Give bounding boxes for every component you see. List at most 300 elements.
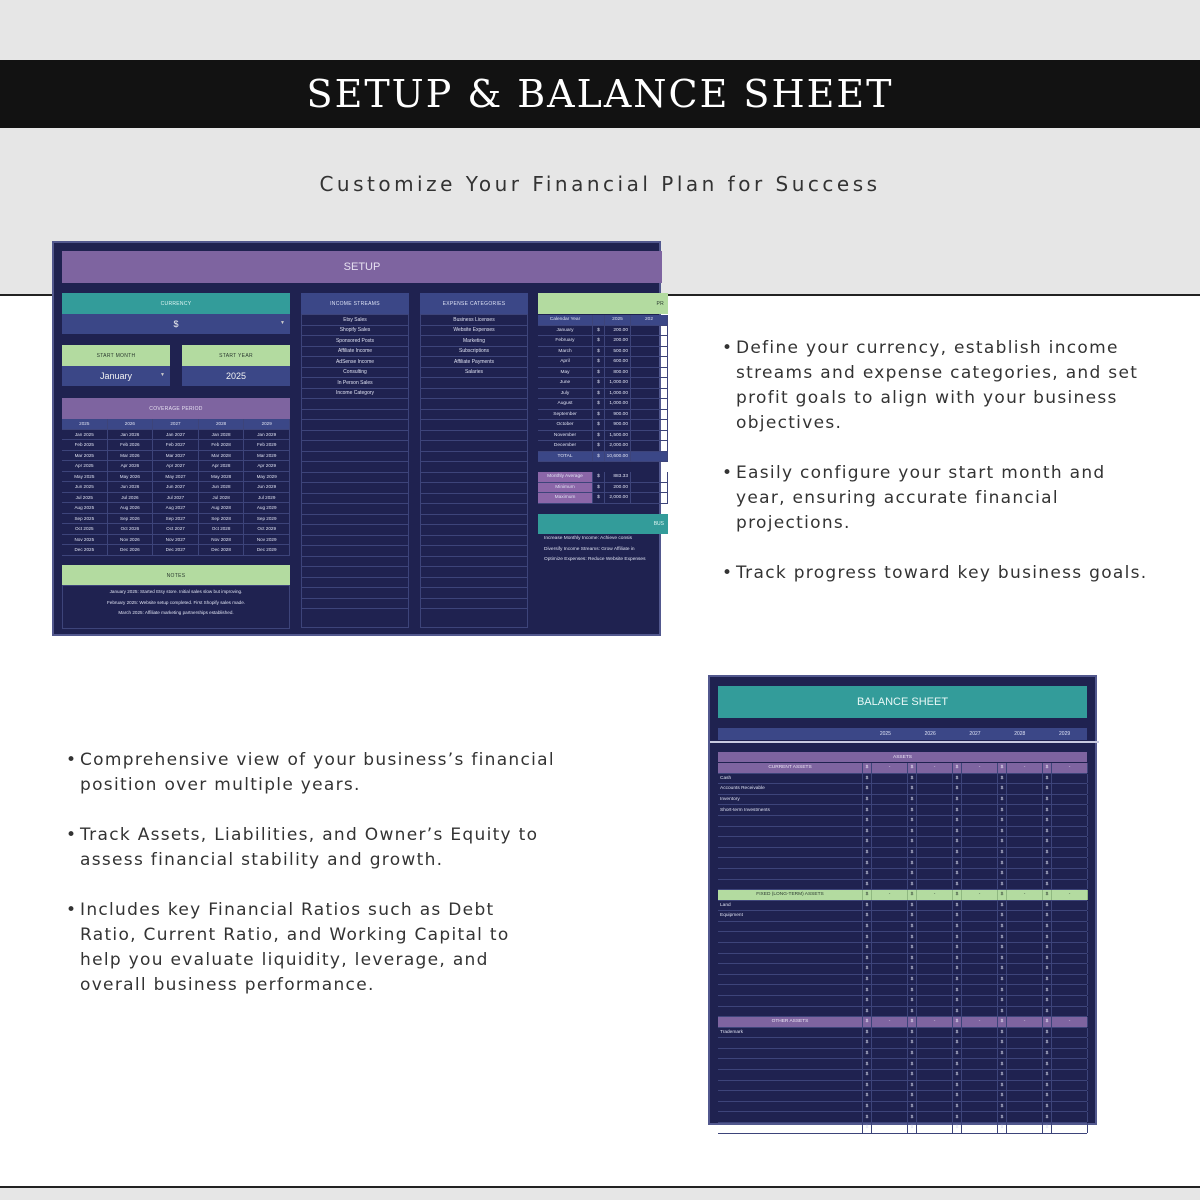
expense-category-cell[interactable]	[421, 525, 527, 536]
currency-symbol: $	[593, 420, 605, 430]
coverage-row	[62, 482, 290, 493]
balance-item-label[interactable]	[718, 964, 863, 974]
expense-category-cell[interactable]	[421, 420, 527, 431]
balance-value-cell[interactable]	[962, 901, 998, 911]
balance-value-cell[interactable]	[872, 1007, 908, 1017]
balance-value-cell[interactable]	[962, 911, 998, 921]
expense-category-cell[interactable]	[421, 536, 527, 547]
balance-value-cell[interactable]	[962, 816, 998, 826]
balance-value-cell[interactable]	[917, 922, 953, 932]
balance-value-cell[interactable]	[1007, 1059, 1043, 1069]
balance-value-cell[interactable]	[872, 837, 908, 847]
profit-value[interactable]	[631, 410, 668, 420]
profit-value[interactable]: 1,000.00	[605, 399, 631, 409]
balance-item-label[interactable]	[718, 827, 863, 837]
balance-value-cell[interactable]	[962, 1091, 998, 1101]
coverage-cell: Apr 2026	[108, 461, 154, 471]
balance-value-cell[interactable]	[917, 848, 953, 858]
balance-value-cell[interactable]	[1007, 774, 1043, 784]
balance-value-cell[interactable]	[962, 922, 998, 932]
profit-value[interactable]	[631, 378, 668, 388]
balance-value-cell[interactable]	[917, 784, 953, 794]
balance-value-cell[interactable]	[917, 985, 953, 995]
balance-value-cell[interactable]	[872, 1081, 908, 1091]
profit-value[interactable]: 1,000.00	[605, 378, 631, 388]
balance-value-cell[interactable]	[872, 943, 908, 953]
expense-category-cell[interactable]	[421, 431, 527, 442]
balance-item-label[interactable]	[718, 880, 863, 890]
income-stream-cell[interactable]	[302, 588, 408, 599]
expense-category-cell[interactable]	[421, 389, 527, 400]
balance-item-label[interactable]	[718, 837, 863, 847]
balance-value-cell[interactable]	[1007, 858, 1043, 868]
profit-value[interactable]	[631, 336, 668, 346]
month-label: March	[538, 347, 593, 357]
expense-category-cell[interactable]	[421, 599, 527, 610]
balance-item-label[interactable]	[718, 996, 863, 1006]
balance-value-cell[interactable]	[962, 784, 998, 794]
balance-value-cell[interactable]	[1052, 954, 1088, 964]
balance-value-cell[interactable]	[917, 774, 953, 784]
balance-value-cell[interactable]	[1052, 964, 1088, 974]
balance-item-label[interactable]	[718, 943, 863, 953]
income-stream-cell[interactable]	[302, 578, 408, 589]
balance-value-cell[interactable]	[872, 1059, 908, 1069]
expense-category-cell[interactable]	[421, 462, 527, 473]
balance-value-cell[interactable]	[872, 1091, 908, 1101]
balance-value-cell[interactable]	[962, 985, 998, 995]
income-stream-cell[interactable]	[302, 420, 408, 431]
income-stream-cell[interactable]: Affiliate Income	[302, 347, 408, 358]
balance-item-label[interactable]	[718, 848, 863, 858]
balance-value-cell[interactable]	[917, 1112, 953, 1122]
balance-value-cell[interactable]	[917, 1102, 953, 1112]
balance-value-cell[interactable]	[962, 1049, 998, 1059]
income-stream-cell[interactable]: Income Category	[302, 389, 408, 400]
currency-symbol: $	[863, 922, 872, 932]
balance-value-cell[interactable]	[1052, 869, 1088, 879]
income-stream-cell[interactable]	[302, 462, 408, 473]
balance-value-cell[interactable]	[1007, 795, 1043, 805]
balance-value-cell[interactable]	[1052, 858, 1088, 868]
balance-value-cell[interactable]	[1052, 1070, 1088, 1080]
balance-value-cell[interactable]	[1052, 932, 1088, 942]
expense-category-cell[interactable]	[421, 483, 527, 494]
income-stream-cell[interactable]	[302, 483, 408, 494]
balance-value-cell[interactable]	[1052, 911, 1088, 921]
balance-value-cell[interactable]	[917, 901, 953, 911]
balance-value-cell[interactable]	[872, 869, 908, 879]
expense-category-cell[interactable]	[421, 410, 527, 421]
section-total: -	[1007, 890, 1043, 900]
balance-value-cell[interactable]	[872, 1038, 908, 1048]
balance-value-cell[interactable]	[962, 1123, 998, 1133]
balance-value-cell[interactable]	[1007, 943, 1043, 953]
section-total: -	[1052, 763, 1088, 773]
balance-value-cell[interactable]	[962, 964, 998, 974]
income-stream-cell[interactable]: In Person Sales	[302, 378, 408, 389]
balance-value-cell[interactable]	[1007, 964, 1043, 974]
balance-value-cell[interactable]	[917, 1028, 953, 1038]
expense-category-cell[interactable]	[421, 399, 527, 410]
balance-value-cell[interactable]	[1007, 932, 1043, 942]
balance-value-cell[interactable]	[962, 837, 998, 847]
balance-value-cell[interactable]	[1007, 827, 1043, 837]
start-month-select[interactable]	[62, 366, 170, 386]
balance-value-cell[interactable]	[962, 1112, 998, 1122]
balance-value-cell[interactable]	[1007, 1049, 1043, 1059]
balance-value-cell[interactable]	[1052, 774, 1088, 784]
balance-value-cell[interactable]	[962, 805, 998, 815]
balance-value-cell[interactable]	[1052, 996, 1088, 1006]
coverage-cell: Feb 2026	[108, 440, 154, 450]
balance-value-cell[interactable]	[1007, 869, 1043, 879]
balance-value-cell[interactable]	[917, 932, 953, 942]
balance-value-cell[interactable]	[917, 858, 953, 868]
balance-value-cell[interactable]	[1052, 816, 1088, 826]
balance-value-cell[interactable]	[1052, 784, 1088, 794]
balance-item-label[interactable]	[718, 858, 863, 868]
expense-category-cell[interactable]: Website Expenses	[421, 326, 527, 337]
balance-value-cell[interactable]	[917, 837, 953, 847]
balance-item-label[interactable]	[718, 1038, 863, 1048]
balance-value-cell[interactable]	[917, 880, 953, 890]
coverage-cell: Nov 2027	[153, 535, 199, 545]
balance-value-cell[interactable]	[1052, 1081, 1088, 1091]
expense-category-cell[interactable]: Marketing	[421, 336, 527, 347]
balance-item-label[interactable]: Equipment	[718, 911, 863, 921]
balance-value-cell[interactable]	[962, 869, 998, 879]
income-stream-cell[interactable]: Sponsored Posts	[302, 336, 408, 347]
balance-value-cell[interactable]	[1007, 922, 1043, 932]
balance-value-cell[interactable]	[872, 1102, 908, 1112]
balance-value-cell[interactable]	[917, 1059, 953, 1069]
balance-item-label[interactable]: Inventory	[718, 795, 863, 805]
balance-value-cell[interactable]	[872, 816, 908, 826]
income-stream-cell[interactable]	[302, 525, 408, 536]
balance-value-cell[interactable]	[1052, 1007, 1088, 1017]
expense-category-cell[interactable]	[421, 557, 527, 568]
balance-value-cell[interactable]	[872, 1123, 908, 1133]
coverage-cell: Jul 2026	[108, 493, 154, 503]
balance-item-label[interactable]	[718, 922, 863, 932]
balance-value-cell[interactable]	[872, 1049, 908, 1059]
expense-category-cell[interactable]	[421, 378, 527, 389]
expense-category-cell[interactable]	[421, 567, 527, 578]
balance-value-cell[interactable]	[1007, 784, 1043, 794]
balance-value-cell[interactable]	[1007, 816, 1043, 826]
balance-value-cell[interactable]	[962, 943, 998, 953]
balance-item-label[interactable]	[718, 975, 863, 985]
balance-value-cell[interactable]	[917, 1070, 953, 1080]
balance-value-cell[interactable]	[917, 1038, 953, 1048]
balance-value-cell[interactable]	[917, 1123, 953, 1133]
profit-value[interactable]: 2,000.00	[605, 441, 631, 451]
balance-value-cell[interactable]	[1007, 1091, 1043, 1101]
currency-symbol: $	[953, 763, 962, 773]
income-stream-cell[interactable]	[302, 494, 408, 505]
balance-value-cell[interactable]	[1007, 1123, 1043, 1133]
balance-item-label[interactable]	[718, 1091, 863, 1101]
profit-value[interactable]	[631, 357, 668, 367]
income-stream-cell[interactable]: AdSense Income	[302, 357, 408, 368]
expense-category-cell[interactable]	[421, 515, 527, 526]
balance-value-cell[interactable]	[1052, 975, 1088, 985]
balance-value-cell[interactable]	[1007, 805, 1043, 815]
expense-category-cell[interactable]	[421, 504, 527, 515]
balance-item-label[interactable]	[718, 1059, 863, 1069]
balance-value-cell[interactable]	[872, 774, 908, 784]
balance-value-cell[interactable]	[1052, 1102, 1088, 1112]
business-goal-item[interactable]: Increase Monthly Income: Achieve consis	[544, 536, 632, 541]
balance-item-label[interactable]	[718, 1123, 863, 1133]
balance-value-cell[interactable]	[1007, 911, 1043, 921]
income-stream-cell[interactable]	[302, 536, 408, 547]
balance-item-label[interactable]	[718, 1007, 863, 1017]
balance-value-cell[interactable]	[1052, 848, 1088, 858]
profit-value[interactable]: 900.00	[605, 420, 631, 430]
profit-value[interactable]	[631, 420, 668, 430]
balance-value-cell[interactable]	[917, 827, 953, 837]
income-stream-cell[interactable]	[302, 546, 408, 557]
business-goal-item[interactable]: Optimize Expenses: Reduce Website Expenses	[544, 557, 646, 562]
income-stream-cell[interactable]: Consulting	[302, 368, 408, 379]
expense-category-cell[interactable]	[421, 546, 527, 557]
balance-value-cell[interactable]	[917, 816, 953, 826]
income-stream-cell[interactable]	[302, 567, 408, 578]
balance-value-cell[interactable]	[917, 1091, 953, 1101]
balance-row	[718, 848, 1087, 859]
expense-category-cell[interactable]	[421, 473, 527, 484]
balance-value-cell[interactable]	[872, 1028, 908, 1038]
balance-row	[718, 901, 1087, 912]
balance-value-cell[interactable]	[1052, 805, 1088, 815]
profit-value[interactable]	[631, 326, 668, 336]
income-stream-cell[interactable]	[302, 441, 408, 452]
balance-item-label[interactable]: Land	[718, 901, 863, 911]
balance-item-label[interactable]	[718, 985, 863, 995]
balance-value-cell[interactable]	[1007, 954, 1043, 964]
expense-category-cell[interactable]	[421, 452, 527, 463]
balance-value-cell[interactable]	[1052, 1049, 1088, 1059]
balance-value-cell[interactable]	[1007, 975, 1043, 985]
expense-category-cell[interactable]: Affiliate Payments	[421, 357, 527, 368]
balance-item-label[interactable]	[718, 1070, 863, 1080]
currency-symbol: $	[863, 795, 872, 805]
expense-categories-label: EXPENSE CATEGORIES	[420, 293, 528, 314]
balance-value-cell[interactable]	[872, 784, 908, 794]
balance-value-cell[interactable]	[917, 1049, 953, 1059]
balance-value-cell[interactable]	[1007, 985, 1043, 995]
profit-value[interactable]	[631, 431, 668, 441]
balance-value-cell[interactable]	[872, 795, 908, 805]
income-stream-cell[interactable]	[302, 515, 408, 526]
balance-value-cell[interactable]	[962, 1102, 998, 1112]
profit-value[interactable]: 800.00	[605, 368, 631, 378]
balance-value-cell[interactable]	[962, 858, 998, 868]
profit-value[interactable]: 1,000.00	[605, 389, 631, 399]
balance-value-cell[interactable]	[1052, 922, 1088, 932]
balance-value-cell[interactable]	[1052, 901, 1088, 911]
balance-item-label[interactable]	[718, 816, 863, 826]
profit-value[interactable]: 600.00	[605, 357, 631, 367]
balance-value-cell[interactable]	[872, 964, 908, 974]
balance-value-cell[interactable]	[1052, 985, 1088, 995]
balance-value-cell[interactable]	[1052, 837, 1088, 847]
balance-value-cell[interactable]	[872, 911, 908, 921]
income-stream-cell[interactable]	[302, 410, 408, 421]
balance-value-cell[interactable]	[872, 954, 908, 964]
currency-symbol: $	[908, 1091, 917, 1101]
balance-value-cell[interactable]	[1007, 1028, 1043, 1038]
business-goal-item[interactable]: Diversify Income Streams: Grow Affiliate in	[544, 546, 635, 552]
balance-value-cell[interactable]	[872, 922, 908, 932]
balance-value-cell[interactable]	[917, 943, 953, 953]
income-stream-cell[interactable]	[302, 399, 408, 410]
balance-value-cell[interactable]	[872, 1070, 908, 1080]
currency-select[interactable]	[62, 314, 290, 334]
balance-item-label[interactable]	[718, 932, 863, 942]
balance-item-label[interactable]: Short-term Investments	[718, 805, 863, 815]
balance-value-cell[interactable]	[917, 869, 953, 879]
expense-category-cell[interactable]	[421, 588, 527, 599]
balance-value-cell[interactable]	[1007, 880, 1043, 890]
profit-value[interactable]	[631, 368, 668, 378]
profit-value[interactable]	[631, 441, 668, 451]
balance-value-cell[interactable]	[872, 1112, 908, 1122]
balance-value-cell[interactable]	[1052, 827, 1088, 837]
profit-value[interactable]: 1,500.00	[605, 431, 631, 441]
balance-value-cell[interactable]	[1007, 1070, 1043, 1080]
currency-symbol: $	[863, 890, 872, 900]
balance-value-cell[interactable]	[1052, 1091, 1088, 1101]
profit-value[interactable]	[631, 347, 668, 357]
income-stream-cell[interactable]: Shopify Sales	[302, 326, 408, 337]
expense-category-cell[interactable]	[421, 578, 527, 589]
balance-value-cell[interactable]	[872, 848, 908, 858]
balance-value-cell[interactable]	[917, 1081, 953, 1091]
balance-value-cell[interactable]	[872, 901, 908, 911]
profit-value[interactable]	[631, 399, 668, 409]
balance-value-cell[interactable]	[962, 975, 998, 985]
balance-value-cell[interactable]	[962, 996, 998, 1006]
balance-value-cell[interactable]	[917, 975, 953, 985]
balance-value-cell[interactable]	[872, 880, 908, 890]
expense-category-cell[interactable]	[421, 494, 527, 505]
balance-item-label[interactable]	[718, 954, 863, 964]
balance-value-cell[interactable]	[917, 1007, 953, 1017]
balance-value-cell[interactable]	[962, 1070, 998, 1080]
balance-value-cell[interactable]	[872, 932, 908, 942]
balance-item-label[interactable]: Accounts Receivable	[718, 784, 863, 794]
balance-value-cell[interactable]	[1007, 996, 1043, 1006]
balance-value-cell[interactable]	[872, 996, 908, 1006]
income-stream-cell[interactable]	[302, 599, 408, 610]
balance-value-cell[interactable]	[962, 1059, 998, 1069]
expense-category-cell[interactable]	[421, 441, 527, 452]
income-stream-cell[interactable]	[302, 504, 408, 515]
expense-category-cell[interactable]: Business Licenses	[421, 315, 527, 326]
balance-value-cell[interactable]	[1007, 1007, 1043, 1017]
balance-value-cell[interactable]	[1007, 1038, 1043, 1048]
balance-value-cell[interactable]	[962, 1007, 998, 1017]
balance-item-label[interactable]	[718, 1081, 863, 1091]
currency-symbol: $	[908, 805, 917, 815]
balance-value-cell[interactable]	[1007, 837, 1043, 847]
balance-item-label[interactable]	[718, 1112, 863, 1122]
balance-value-cell[interactable]	[962, 774, 998, 784]
balance-value-cell[interactable]	[962, 1028, 998, 1038]
balance-value-cell[interactable]	[917, 964, 953, 974]
balance-value-cell[interactable]	[1007, 901, 1043, 911]
balance-value-cell[interactable]	[917, 805, 953, 815]
start-year-field[interactable]	[182, 366, 290, 386]
balance-value-cell[interactable]	[872, 805, 908, 815]
balance-item-label[interactable]	[718, 1049, 863, 1059]
income-stream-cell[interactable]	[302, 473, 408, 484]
profit-row	[538, 357, 668, 368]
balance-item-label[interactable]	[718, 1102, 863, 1112]
balance-value-cell[interactable]	[1052, 1123, 1088, 1133]
balance-value-cell[interactable]	[1007, 1112, 1043, 1122]
balance-item-label[interactable]	[718, 869, 863, 879]
balance-value-cell[interactable]	[1052, 943, 1088, 953]
balance-value-cell[interactable]	[962, 954, 998, 964]
profit-stat-row	[538, 472, 668, 483]
balance-value-cell[interactable]	[962, 880, 998, 890]
balance-value-cell[interactable]	[872, 858, 908, 868]
profit-value[interactable]: 900.00	[605, 410, 631, 420]
balance-value-cell[interactable]	[962, 1038, 998, 1048]
profit-value[interactable]	[631, 389, 668, 399]
balance-value-cell[interactable]	[917, 911, 953, 921]
balance-value-cell[interactable]	[1052, 1038, 1088, 1048]
balance-value-cell[interactable]	[962, 932, 998, 942]
balance-value-cell[interactable]	[872, 985, 908, 995]
balance-value-cell[interactable]	[917, 954, 953, 964]
balance-value-cell[interactable]	[872, 827, 908, 837]
balance-value-cell[interactable]	[962, 795, 998, 805]
balance-value-cell[interactable]	[1052, 1112, 1088, 1122]
coverage-cell: Jun 2026	[108, 482, 154, 492]
balance-value-cell[interactable]	[917, 996, 953, 1006]
balance-value-cell[interactable]	[1052, 795, 1088, 805]
balance-value-cell[interactable]	[1007, 1081, 1043, 1091]
income-stream-cell[interactable]	[302, 431, 408, 442]
balance-value-cell[interactable]	[962, 827, 998, 837]
profit-value[interactable]: 500.00	[605, 347, 631, 357]
income-stream-cell[interactable]: Etsy Sales	[302, 315, 408, 326]
balance-value-cell[interactable]	[1052, 880, 1088, 890]
expense-category-cell[interactable]: Salaries	[421, 368, 527, 379]
expense-category-cell[interactable]: Subscriptions	[421, 347, 527, 358]
balance-value-cell[interactable]	[962, 848, 998, 858]
balance-value-cell[interactable]	[917, 795, 953, 805]
balance-item-label[interactable]: Trademark	[718, 1028, 863, 1038]
balance-value-cell[interactable]	[872, 975, 908, 985]
balance-value-cell[interactable]	[962, 1081, 998, 1091]
balance-value-cell[interactable]	[1052, 1028, 1088, 1038]
coverage-cell: Feb 2029	[244, 440, 290, 450]
balance-value-cell[interactable]	[1007, 1102, 1043, 1112]
balance-value-cell[interactable]	[1007, 848, 1043, 858]
profit-value[interactable]: 200.00	[605, 336, 631, 346]
balance-value-cell[interactable]	[1052, 1059, 1088, 1069]
income-stream-cell[interactable]	[302, 557, 408, 568]
income-stream-cell[interactable]	[302, 452, 408, 463]
balance-item-label[interactable]: Cash	[718, 774, 863, 784]
profit-value[interactable]: 200.00	[605, 326, 631, 336]
